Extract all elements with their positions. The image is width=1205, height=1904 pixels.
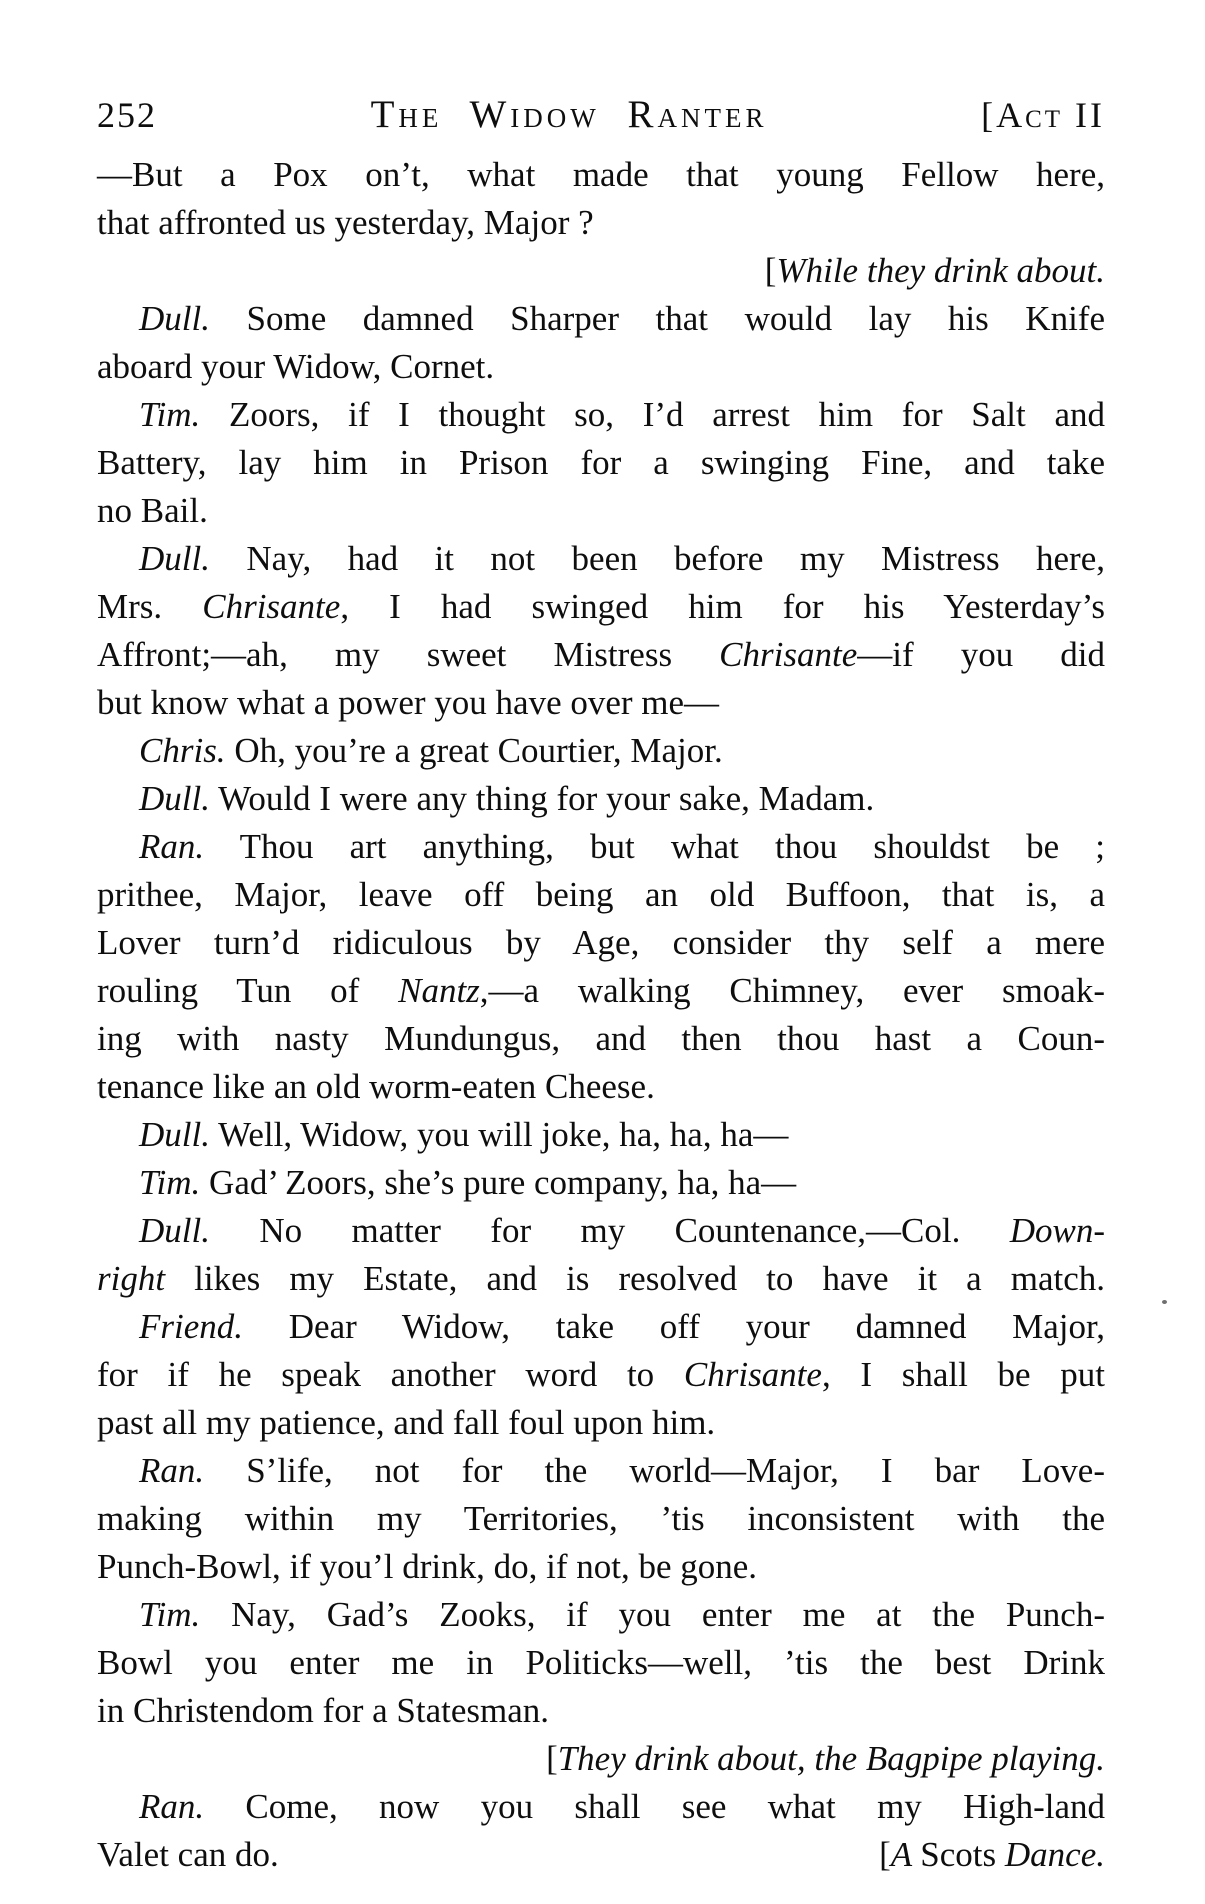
text: ,—a walking Chimney, ever smoak-: [479, 971, 1105, 1010]
text-line: [97, 1831, 1105, 1879]
italic-text: Chrisante: [683, 1355, 822, 1394]
text-line: [97, 919, 1105, 967]
text-line: [97, 295, 1105, 343]
italic-text: right: [97, 1259, 166, 1298]
italic-text: A: [890, 1835, 921, 1874]
italic-text: Ran.: [139, 1451, 205, 1490]
text-line: [97, 871, 1105, 919]
text-line: [97, 679, 1105, 727]
text: Punch-Bowl, if you’l drink, do, if not, be gone.: [97, 1547, 758, 1586]
text: Dear Widow, take off your damned Major,: [243, 1307, 1105, 1346]
text-line: [97, 439, 1105, 487]
text-line: [97, 1351, 1105, 1399]
text-line: [97, 583, 1105, 631]
text-line: [97, 1687, 1105, 1735]
page-header: [0, 0, 1205, 137]
text: Oh, you’re a great Courtier, Major.: [225, 731, 723, 770]
text-line: [97, 1591, 1105, 1639]
text-line: [97, 1159, 1105, 1207]
running-title: The Widow Ranter: [370, 93, 768, 136]
text: Nay, had it not been before my Mistress here,: [209, 539, 1105, 578]
text-line: [97, 727, 1105, 775]
italic-text: Ran.: [139, 827, 205, 866]
text: [: [546, 1739, 558, 1778]
text-line: [97, 1399, 1105, 1447]
text-line: [97, 247, 1105, 295]
text-line: [97, 1207, 1105, 1255]
text: S’life, not for the world—Major, I bar Love-: [204, 1451, 1105, 1490]
text-line: [97, 1447, 1105, 1495]
text-line: [97, 1111, 1105, 1159]
text-line: [97, 1303, 1105, 1351]
act-indicator: [Act II: [981, 95, 1105, 135]
text-line: [97, 1255, 1105, 1303]
text: prithee, Major, leave off being an old Buffoon, that is, a: [97, 875, 1105, 914]
text: rouling Tun of: [97, 971, 399, 1010]
text: Gad’ Zoors, she’s pure company, ha, ha—: [200, 1163, 797, 1202]
text-line: [97, 1639, 1105, 1687]
text-line: [97, 343, 1105, 391]
text: , I shall be put: [821, 1355, 1105, 1394]
italic-text: Dull.: [139, 1211, 210, 1250]
text-line: [97, 151, 1105, 199]
italic-text: Dance.: [1004, 1835, 1105, 1874]
text: past all my patience, and fall foul upon him.: [97, 1403, 716, 1442]
text-line: [97, 967, 1105, 1015]
text-line: [97, 1783, 1105, 1831]
text: ing with nasty Mundungus, and then thou hast a Coun-: [97, 1019, 1105, 1058]
text-line: [97, 1495, 1105, 1543]
text: [: [879, 1835, 891, 1874]
page-number: 252: [97, 95, 157, 135]
text: No matter for my Countenance,—Col.: [209, 1211, 1010, 1250]
text-line: [97, 1063, 1105, 1111]
text: making within my Territories, ’tis inconsistent with the: [97, 1499, 1105, 1538]
page-body: [97, 151, 1105, 1879]
text: in Christendom for a Statesman.: [97, 1691, 550, 1730]
italic-text: Chrisante: [202, 587, 341, 626]
text-line: [97, 391, 1105, 439]
text: Battery, lay him in Prison for a swinging Fine, and take: [97, 443, 1105, 482]
text-line: [97, 1735, 1105, 1783]
text: no Bail.: [97, 491, 208, 530]
text: Zoors, if I thought so, I’d arrest him for Salt and: [200, 395, 1105, 434]
text: [: [764, 251, 777, 290]
text: for if he speak another word to: [97, 1355, 684, 1394]
italic-text: Dull.: [139, 539, 210, 578]
text: Affront;—ah, my sweet Mistress: [97, 635, 720, 674]
text: Bowl you enter me in Politicks—well, ’tis the best Drink: [97, 1643, 1105, 1682]
text-line: [97, 823, 1105, 871]
text: Some damned Sharper that would lay his Knife: [209, 299, 1105, 338]
text: but know what a power you have over me—: [97, 683, 720, 722]
text: tenance like an old worm-eaten Cheese.: [97, 1067, 655, 1106]
text: Lover turn’d ridiculous by Age, consider thy self a mere: [97, 923, 1105, 962]
text: Mrs.: [97, 587, 203, 626]
italic-text: Down-: [1009, 1211, 1105, 1250]
italic-text: They drink about, the Bagpipe playing.: [557, 1739, 1105, 1778]
text: —But a Pox on’t, what made that young Fellow here,: [97, 155, 1105, 194]
text: Valet can do.: [97, 1835, 279, 1874]
text: that affronted us yesterday, Major ?: [97, 203, 594, 242]
italic-text: While they drink about.: [776, 251, 1105, 290]
ink-speck: [1162, 1300, 1167, 1304]
italic-text: Nantz: [398, 971, 480, 1010]
italic-text: Ran.: [139, 1787, 205, 1826]
italic-text: Dull.: [139, 299, 210, 338]
italic-text: Dull.: [139, 779, 210, 818]
italic-text: Tim.: [139, 1595, 201, 1634]
text: Come, now you shall see what my High-land: [204, 1787, 1105, 1826]
italic-text: Friend.: [139, 1307, 244, 1346]
text-line: [97, 1015, 1105, 1063]
text: Would I were any thing for your sake, Madam.: [209, 779, 875, 818]
text: likes my Estate, and is resolved to have it a match.: [165, 1259, 1105, 1298]
italic-text: Chrisante: [719, 635, 858, 674]
italic-text: Tim.: [139, 395, 201, 434]
text-line: [97, 1543, 1105, 1591]
italic-text: Tim.: [139, 1163, 201, 1202]
italic-text: Chris.: [139, 731, 226, 770]
text-line: [97, 487, 1105, 535]
text: —if you did: [857, 635, 1105, 674]
text-line: [97, 535, 1105, 583]
text: Nay, Gad’s Zooks, if you enter me at the Punch-: [200, 1595, 1105, 1634]
text-line: [97, 631, 1105, 679]
text-line: [97, 775, 1105, 823]
text: Thou art anything, but what thou shouldst be ;: [204, 827, 1105, 866]
text: Scots: [920, 1835, 1005, 1874]
italic-text: Dull.: [139, 1115, 210, 1154]
text: aboard your Widow, Cornet.: [97, 347, 495, 386]
text: , I had swinged him for his Yesterday’s: [340, 587, 1105, 626]
text-line: [97, 199, 1105, 247]
text: Well, Widow, you will joke, ha, ha, ha—: [209, 1115, 789, 1154]
